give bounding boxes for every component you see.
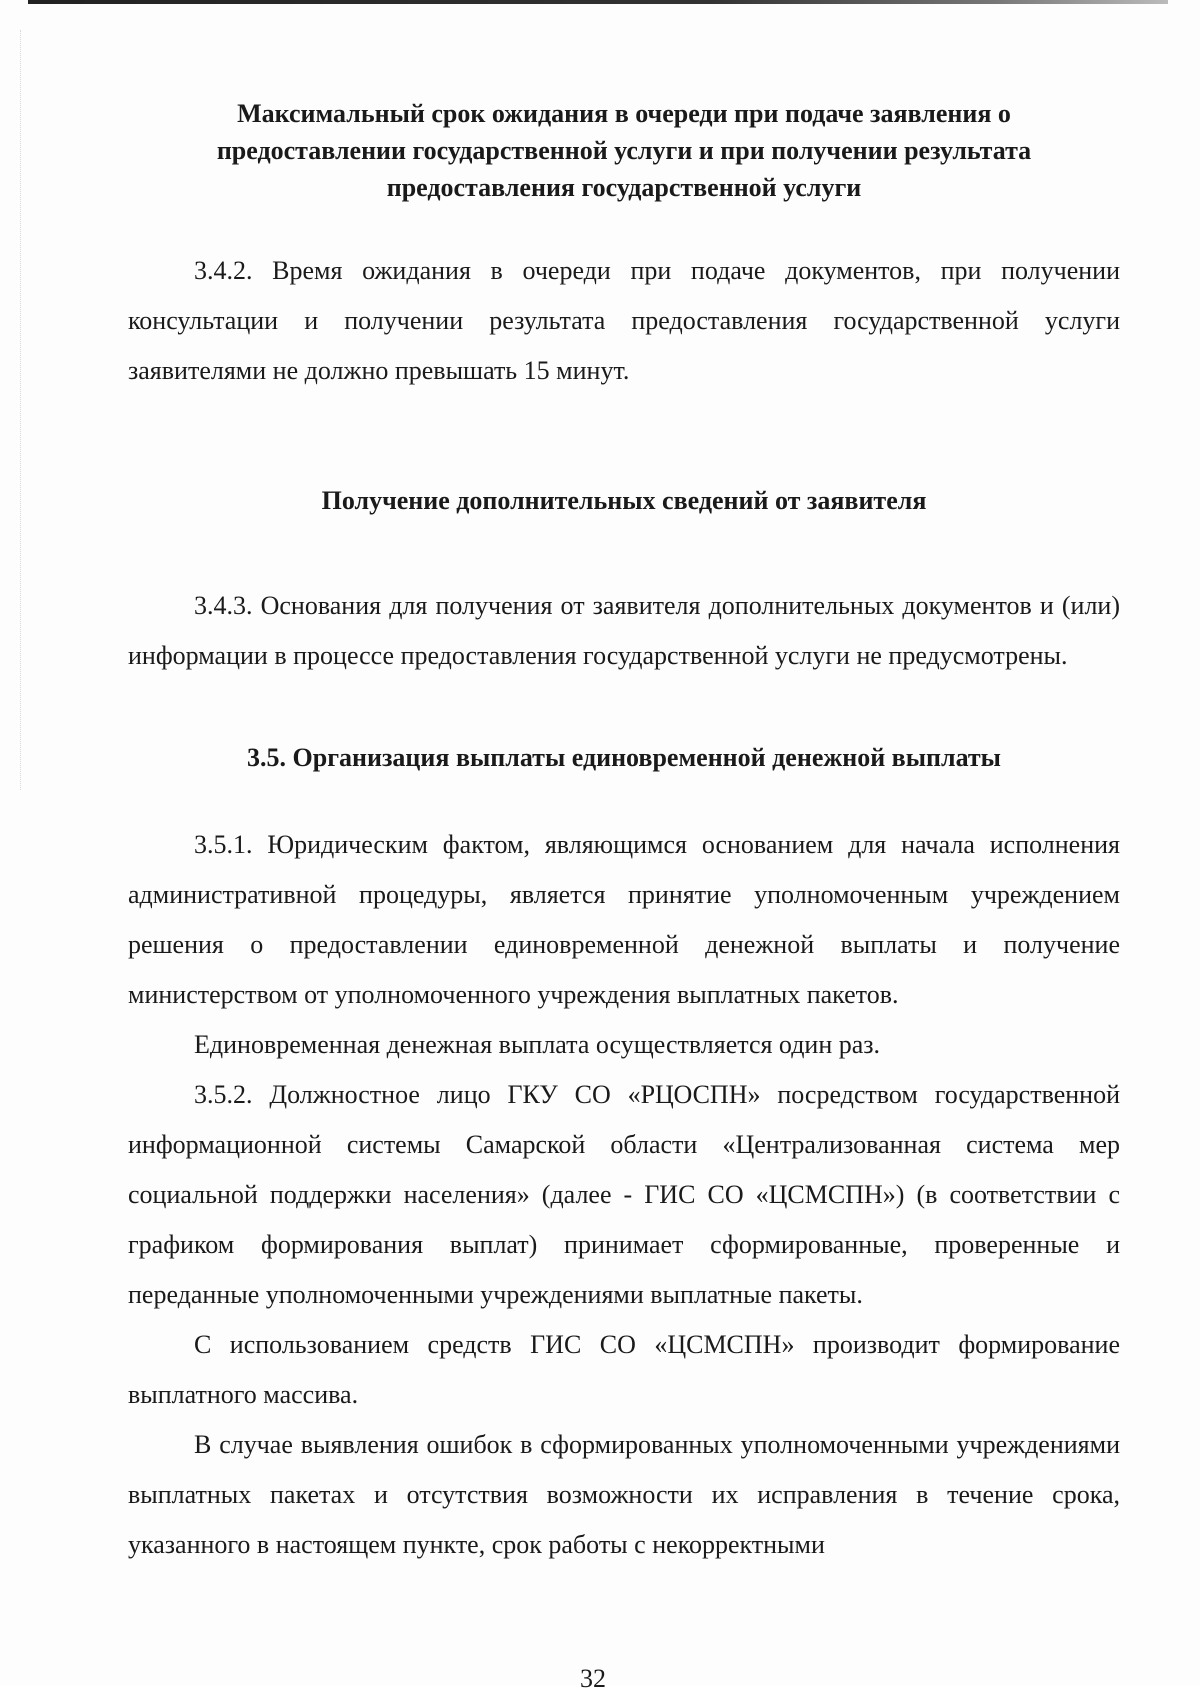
paragraph-3-4-2: 3.4.2. Время ожидания в очереди при подаче документов, при получении консультации и получении результата предоставления государственной услуги заявителями не должно превышать 15 минут.: [128, 256, 1120, 385]
heading-section-3-5: 3.5. Организация выплаты единовременной денежной выплаты: [247, 743, 1001, 772]
document-body: [128, 95, 1120, 1570]
scan-top-edge: [28, 0, 1168, 4]
scan-margin-marks: [20, 30, 25, 790]
paragraph-errors: В случае выявления ошибок в сформированных уполномоченными учреждениями выплатных пакетах и отсутствия возможности их исправления в течение срока, указанного в настоящем пункте, срок работы с некорректными: [128, 1430, 1120, 1559]
paragraph-3-5-1: 3.5.1. Юридическим фактом, являющимся основанием для начала исполнения административной процедуры, является принятие уполномоченным учреждением решения о предоставлении единовременной денежной выплаты и получение министерством от уполномоченного учреждения выплатных пакетов.: [128, 830, 1120, 1009]
paragraph-3-4-3: 3.4.3. Основания для получения от заявителя дополнительных документов и (или) информации в процессе предоставления государственной услуги не предусмотрены.: [128, 591, 1120, 670]
page-number: 32: [580, 1664, 606, 1693]
paragraph-3-5-2: 3.5.2. Должностное лицо ГКУ СО «РЦОСПН» посредством государственной информационной системы Самарской области «Централизованная система мер социальной поддержки населения» (далее - ГИС СО «ЦСМСПН») (в соответствии с графиком формирования выплат) принимает сформированные, проверенные и переданные уполномоченными учреждениями выплатные пакеты.: [128, 1080, 1120, 1309]
heading-waiting-time: Максимальный срок ожидания в очереди при подаче заявления о предоставлении государственной услуги и при получении результата предоставления государственной услуги: [216, 99, 1032, 202]
paragraph-array: С использованием средств ГИС СО «ЦСМСПН» производит формирование выплатного массива.: [128, 1330, 1120, 1409]
paragraph-once: Единовременная денежная выплата осуществляется один раз.: [194, 1030, 881, 1059]
heading-additional-info: Получение дополнительных сведений от заявителя: [321, 486, 927, 515]
